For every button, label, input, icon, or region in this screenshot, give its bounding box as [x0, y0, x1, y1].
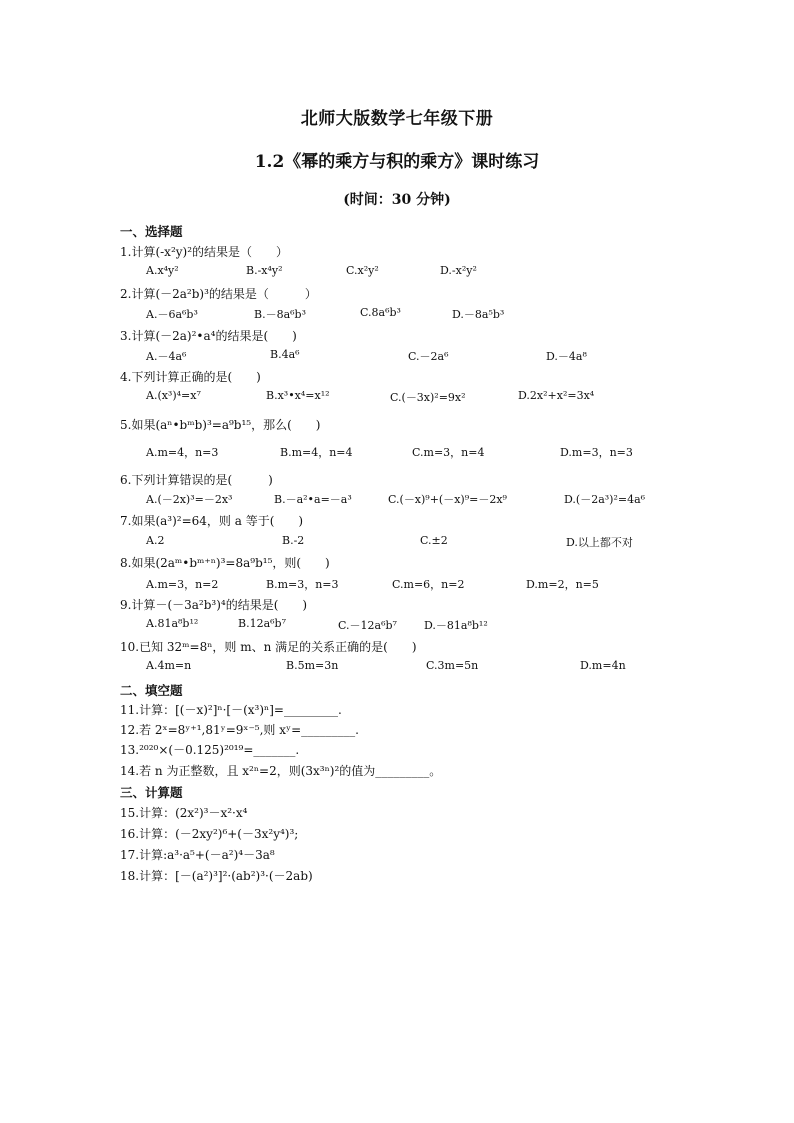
- option-b: B.－8a⁶b³: [254, 308, 306, 321]
- option-a: A.81a⁸b¹²: [146, 617, 199, 630]
- question-8: 8.如果(2aᵐ•bᵐ⁺ⁿ)³=8a⁹b¹⁵，则( ): [120, 556, 330, 570]
- question-10: 10.已知 32ᵐ=8ⁿ，则 m、n 满足的关系正确的是( ): [120, 640, 417, 654]
- option-d: D.－81a⁸b¹²: [424, 619, 488, 632]
- option-d: D.-x²y²: [440, 264, 477, 277]
- question-3: 3.计算(－2a)²•a⁴的结果是( ): [120, 329, 297, 343]
- section-calc-heading: 三、计算题: [120, 785, 183, 800]
- question-4: 4.下列计算正确的是( ): [120, 370, 261, 384]
- option-a: A.4m=n: [146, 659, 192, 672]
- option-c: C.m=3，n=4: [412, 446, 485, 459]
- section-choice-heading: 一、选择题: [120, 224, 183, 239]
- option-b: B.12a⁶b⁷: [238, 617, 286, 630]
- option-d: D.m=3，n=3: [560, 446, 633, 459]
- page-subtitle: 1.2《幂的乘方与积的乘方》课时练习: [254, 152, 540, 172]
- option-b: B.x³•x⁴=x¹²: [266, 389, 330, 402]
- option-c: C.x²y²: [346, 264, 379, 277]
- option-a: A.m=3，n=2: [146, 578, 219, 591]
- option-d: D.－8a⁵b³: [452, 308, 505, 321]
- option-c: C.(－x)⁹+(－x)⁹=－2x⁹: [388, 493, 507, 506]
- section-fill-heading: 二、填空题: [120, 683, 183, 698]
- question-7: 7.如果(a³)²=64，则 a 等于( ): [120, 514, 304, 528]
- option-c: C.3m=5n: [426, 659, 479, 672]
- option-b: B.-x⁴y²: [246, 264, 283, 277]
- question-5: 5.如果(aⁿ•bᵐb)³=a⁹b¹⁵，那么( ): [120, 418, 321, 432]
- option-a: A.－6a⁶b³: [146, 308, 198, 321]
- option-d: D.以上都不对: [566, 536, 633, 549]
- question-14: 14.若 n 为正整数，且 x²ⁿ=2，则(3x³ⁿ)²的值为_________。: [120, 764, 442, 778]
- option-d: D.m=2，n=5: [526, 578, 599, 591]
- question-18: 18.计算：[－(a²)³]²·(ab²)³·(－2ab): [120, 869, 313, 883]
- option-a: A.(x³)⁴=x⁷: [146, 389, 201, 402]
- page-title: 北师大版数学七年级下册: [300, 109, 494, 129]
- question-13: 13.²⁰²⁰×(－0.125)²⁰¹⁹=_______.: [120, 743, 300, 757]
- option-b: B.－a²•a=－a³: [274, 493, 352, 506]
- option-a: A.(－2x)³=－2x³: [146, 493, 233, 506]
- option-d: D.m=4n: [580, 659, 626, 672]
- option-c: C.－2a⁶: [408, 350, 449, 363]
- option-b: B.5m=3n: [286, 659, 339, 672]
- option-b: B.m=3，n=3: [266, 578, 339, 591]
- question-1: 1.计算(-x²y)²的结果是（ ）: [120, 245, 289, 259]
- question-2: 2.计算(－2a²b)³的结果是（ ）: [120, 287, 317, 301]
- option-b: B.-2: [282, 534, 305, 547]
- option-c: C.－12a⁶b⁷: [338, 619, 397, 632]
- option-b: B.4a⁶: [270, 348, 300, 361]
- option-b: B.m=4，n=4: [280, 446, 353, 459]
- option-d: D.2x²+x²=3x⁴: [518, 389, 595, 402]
- option-a: A.－4a⁶: [146, 350, 187, 363]
- question-9: 9.计算－(－3a²b³)⁴的结果是( ): [120, 598, 308, 612]
- option-a: A.2: [146, 534, 165, 547]
- question-16: 16.计算：(－2xy²)⁶+(－3x²y⁴)³;: [120, 827, 299, 841]
- question-17: 17.计算:a³·a⁵+(－a²)⁴－3a⁸: [120, 848, 275, 862]
- question-12: 12.若 2ˣ=8ʸ⁺¹,81ʸ=9ˣ⁻⁵,则 xʸ=_________.: [120, 723, 359, 737]
- option-d: D.－4a⁸: [546, 350, 587, 363]
- time-limit: (时间：30 分钟): [343, 192, 451, 208]
- option-c: C.m=6，n=2: [392, 578, 465, 591]
- question-6: 6.下列计算错误的是( ): [120, 473, 273, 487]
- option-a: A.x⁴y²: [146, 264, 179, 277]
- option-c: C.8a⁶b³: [360, 306, 401, 319]
- question-15: 15.计算：(2x²)³－x²·x⁴: [120, 806, 248, 820]
- option-a: A.m=4，n=3: [146, 446, 219, 459]
- option-c: C.(－3x)²=9x²: [390, 391, 466, 404]
- option-c: C.±2: [420, 534, 448, 547]
- question-11: 11.计算：[(－x)²]ⁿ·[－(x³)ⁿ]=_________.: [120, 703, 342, 717]
- option-d: D.(－2a³)²=4a⁶: [564, 493, 646, 506]
